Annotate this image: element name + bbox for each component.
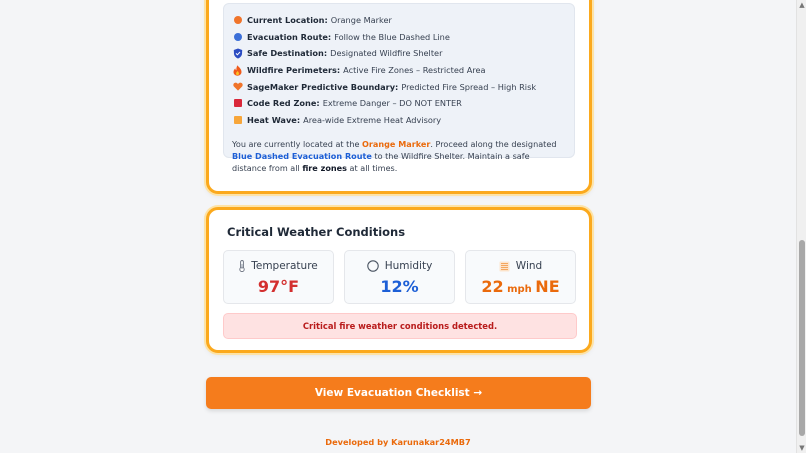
scroll-down-arrow-icon[interactable]: ▼ <box>799 444 805 452</box>
weather-conditions-card <box>206 207 592 353</box>
legend-item-code-red-zone: Code Red Zone: Extreme Danger – DO NOT ENTER <box>232 95 566 112</box>
page-scrollbar[interactable] <box>796 0 806 453</box>
wind-value <box>466 277 575 296</box>
legend-item-heat-wave: Heat Wave: Area-wide Extreme Heat Advisory <box>232 112 566 129</box>
humidity-label: Humidity <box>384 260 433 272</box>
shield-icon <box>232 48 243 59</box>
map-legend-card <box>206 0 592 194</box>
wind-unit: mph <box>503 284 536 295</box>
blue-dot-icon <box>232 31 243 42</box>
legend-box <box>223 3 575 174</box>
view-evacuation-checklist-button[interactable]: View Evacuation Checklist → <box>206 377 591 409</box>
heart-icon <box>232 81 243 92</box>
humidity-stat <box>344 250 455 304</box>
legend-item-wildfire-perimeters: Wildfire Perimeters: Active Fire Zones – Restricted Area <box>232 62 566 79</box>
humidity-value: 12% <box>380 277 419 296</box>
legend-item-predictive-boundary: SageMaker Predictive Boundary: Predicted Fire Spread – High Risk <box>232 78 566 95</box>
orange-square-icon <box>232 114 243 125</box>
temperature-stat <box>223 250 334 304</box>
highlight-fire-zones: fire zones <box>302 163 347 174</box>
legend-item-current-location: Current Location: Orange Marker <box>232 12 566 29</box>
highlight-blue-route: Blue Dashed Evacuation Route <box>232 151 372 162</box>
scrollbar-thumb[interactable] <box>799 240 805 436</box>
wind-lines-icon <box>499 261 510 272</box>
highlight-orange-marker: Orange Marker <box>362 139 431 150</box>
scroll-up-arrow-icon[interactable]: ▲ <box>799 1 805 9</box>
thermometer-icon <box>239 260 245 272</box>
wind-stat <box>465 250 576 304</box>
weather-title: Critical Weather Conditions <box>227 225 406 239</box>
circle-icon <box>367 260 379 272</box>
temperature-label: Temperature <box>251 260 318 272</box>
legend-item-safe-destination: Safe Destination: Designated Wildfire Shelter <box>232 45 566 62</box>
wind-label: Wind <box>515 260 543 272</box>
legend-item-evacuation-route: Evacuation Route: Follow the Blue Dashed Line <box>232 29 566 46</box>
legend-note: You are currently located at the Orange Marker. Proceed along the designated Blue Dashed Evacuation Route to the Wildfire Shelter. Maintain a safe distance from all fire zones at all times. <box>232 139 557 174</box>
fire-weather-alert: Critical fire weather conditions detected. <box>223 313 577 339</box>
fire-icon <box>232 65 243 76</box>
wind-direction: NE <box>535 277 560 296</box>
temperature-value: 97°F <box>257 277 300 296</box>
wind-speed: 22 <box>481 277 504 296</box>
legend-list <box>232 12 566 128</box>
orange-dot-icon <box>232 15 243 26</box>
red-square-icon <box>232 98 243 109</box>
footer-credit: Developed by Karunakar24MB7 <box>325 437 471 447</box>
